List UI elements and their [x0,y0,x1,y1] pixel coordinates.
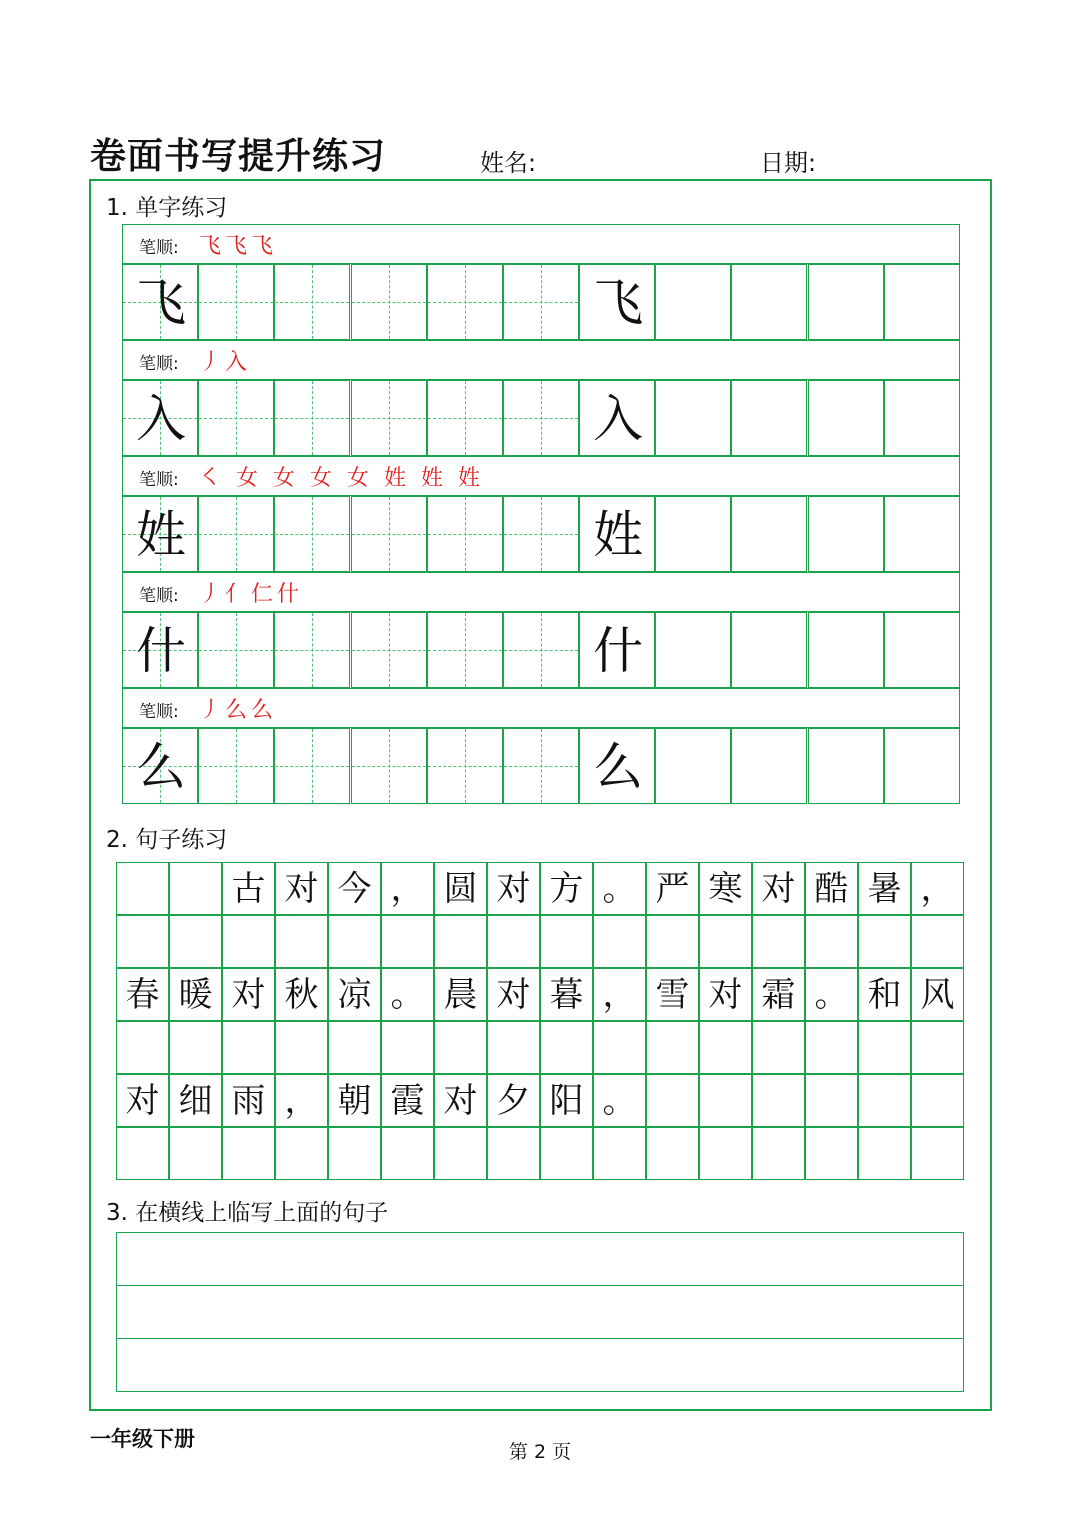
writing-square[interactable] [808,728,884,804]
blank-writing-cell[interactable] [275,1127,328,1180]
writing-square[interactable] [884,380,960,456]
sentence-char-cell[interactable]: 春 [116,968,169,1021]
sentence-char-cell[interactable]: 。 [381,968,434,1021]
writing-square[interactable] [579,264,655,340]
writing-square[interactable] [731,380,807,456]
blank-writing-cell[interactable] [805,1021,858,1074]
writing-square[interactable] [655,496,731,572]
copy-lines-box [116,1232,964,1392]
sentence-char-cell[interactable]: 对 [434,1074,487,1127]
writing-grid-row [122,728,960,804]
tian-grid-square[interactable] [503,264,579,340]
sentence-char-cell[interactable]: 对 [699,968,752,1021]
sentence-char-cell[interactable] [911,1074,964,1127]
writing-square[interactable] [655,612,731,688]
sentence-char-cell[interactable]: 夕 [487,1074,540,1127]
blank-writing-cell[interactable] [328,915,381,968]
model-character: 姓 [136,506,186,564]
section1-title: 1. 单字练习 [106,195,228,221]
tian-grid-square[interactable] [427,264,503,340]
sentence-char-cell[interactable] [116,862,169,915]
tian-grid-square[interactable] [274,612,350,688]
model-character: 什 [593,622,644,680]
writing-square[interactable] [808,496,884,572]
copy-line [117,1338,963,1339]
writing-square[interactable] [808,380,884,456]
model-character: 飞 [593,274,644,332]
writing-square[interactable] [731,496,807,572]
blank-writing-cell[interactable] [699,1021,752,1074]
blank-writing-cell[interactable] [116,1021,169,1074]
writing-square[interactable] [884,264,960,340]
page-number: 第 2 页 [508,1441,572,1463]
tian-grid-square[interactable] [198,612,274,688]
sentence-char-cell[interactable]: 对 [487,862,540,915]
stroke-order-row [122,340,960,380]
tian-grid-square[interactable] [274,380,350,456]
sentence-char-cell[interactable]: 对 [116,1074,169,1127]
tian-grid-square[interactable] [122,380,198,456]
blank-writing-cell[interactable] [169,1127,222,1180]
writing-square[interactable] [579,496,655,572]
sentence-char-cell[interactable] [858,1074,911,1127]
tian-grid-square[interactable] [274,496,350,572]
copy-line [117,1285,963,1286]
sentence-char-cell[interactable]: 对 [275,862,328,915]
writing-square[interactable] [579,612,655,688]
sentence-char-cell[interactable] [699,1074,752,1127]
sentence-char-cell[interactable]: 暮 [540,968,593,1021]
writing-square[interactable] [579,728,655,804]
model-character: 什 [136,622,186,680]
stroke-order-label: 笔顺: [139,470,179,490]
sentence-char-cell[interactable]: 凉 [328,968,381,1021]
writing-square[interactable] [884,496,960,572]
section2-title: 2. 句子练习 [106,827,228,853]
sentence-char-cell[interactable]: 雪 [646,968,699,1021]
sentence-char-cell[interactable]: 阳 [540,1074,593,1127]
tian-grid-square[interactable] [351,728,427,804]
blank-writing-cell[interactable] [328,1021,381,1074]
sentence-char-cell[interactable]: 今 [328,862,381,915]
sentence-char-cell[interactable]: 暖 [169,968,222,1021]
name-label: 姓名: [480,149,537,177]
writing-square[interactable] [655,264,731,340]
blank-writing-cell[interactable] [858,915,911,968]
tian-grid-square[interactable] [198,728,274,804]
model-character: 飞 [136,274,186,332]
stroke-order-sequence: ㇛ 女 女 女 女 姓 姓 姓 [199,466,484,491]
sentence-char-cell[interactable]: 方 [540,862,593,915]
writing-square[interactable] [884,728,960,804]
sentence-char-cell[interactable] [805,1074,858,1127]
sentence-char-cell[interactable] [752,1074,805,1127]
stroke-order-label: 笔顺: [139,702,179,722]
tian-grid-square[interactable] [503,380,579,456]
blank-writing-cell[interactable] [805,1127,858,1180]
model-character: 入 [136,390,186,448]
model-character: 么 [136,738,186,796]
date-label: 日期: [760,149,817,177]
model-character: 姓 [593,506,644,564]
sentence-char-cell[interactable]: 寒 [699,862,752,915]
tian-grid-square[interactable] [427,728,503,804]
sentence-char-cell[interactable]: 朝 [328,1074,381,1127]
sentence-char-cell[interactable]: 秋 [275,968,328,1021]
blank-writing-cell[interactable] [646,1021,699,1074]
blank-writing-cell[interactable] [434,1021,487,1074]
stroke-order-sequence: 丿么么 [199,698,278,723]
sentence-char-cell[interactable]: 和 [858,968,911,1021]
section3-title: 3. 在横线上临写上面的句子 [106,1200,389,1226]
writing-square[interactable] [731,264,807,340]
tian-grid-square[interactable] [274,264,350,340]
stroke-order-sequence: 飞飞飞 [199,234,278,259]
tian-grid-square[interactable] [351,264,427,340]
blank-writing-cell[interactable] [699,915,752,968]
blank-writing-cell[interactable] [699,1127,752,1180]
sentence-char-cell[interactable]: 晨 [434,968,487,1021]
blank-writing-cell[interactable] [434,915,487,968]
stroke-order-row [122,688,960,728]
tian-grid-square[interactable] [122,728,198,804]
blank-writing-cell[interactable] [752,915,805,968]
writing-grid-row [122,612,960,688]
blank-writing-cell[interactable] [646,1127,699,1180]
tian-grid-square[interactable] [351,612,427,688]
blank-writing-cell[interactable] [487,915,540,968]
blank-writing-cell[interactable] [169,1021,222,1074]
blank-writing-cell[interactable] [911,1021,964,1074]
sentence-char-cell[interactable]: 细 [169,1074,222,1127]
sentence-char-cell[interactable]: 圆 [434,862,487,915]
sentence-char-cell[interactable]: 严 [646,862,699,915]
sentence-char-cell[interactable]: ， [381,862,434,915]
sentence-char-cell[interactable]: 酷 [805,862,858,915]
writing-square[interactable] [655,728,731,804]
blank-writing-cell[interactable] [540,915,593,968]
blank-writing-cell[interactable] [858,1127,911,1180]
blank-writing-cell[interactable] [593,1127,646,1180]
blank-writing-cell[interactable] [911,1127,964,1180]
blank-writing-cell[interactable] [858,1021,911,1074]
tian-grid-square[interactable] [122,612,198,688]
tian-grid-square[interactable] [198,264,274,340]
writing-square[interactable] [808,612,884,688]
blank-writing-cell[interactable] [540,1127,593,1180]
blank-writing-cell[interactable] [752,1021,805,1074]
blank-writing-cell[interactable] [434,1127,487,1180]
blank-writing-cell[interactable] [328,1127,381,1180]
sentence-char-cell[interactable]: 霞 [381,1074,434,1127]
blank-writing-cell[interactable] [381,1127,434,1180]
blank-writing-cell[interactable] [116,1127,169,1180]
stroke-order-sequence: 丿亻仁什 [199,582,304,607]
sentence-char-cell[interactable]: 古 [222,862,275,915]
sentence-char-cell[interactable]: ， [593,968,646,1021]
writing-grid-row [122,264,960,340]
tian-grid-square[interactable] [503,496,579,572]
sentence-char-cell[interactable]: 。 [593,1074,646,1127]
tian-grid-square[interactable] [198,380,274,456]
blank-writing-cell[interactable] [752,1127,805,1180]
blank-writing-cell[interactable] [275,915,328,968]
blank-writing-cell[interactable] [381,915,434,968]
tian-grid-square[interactable] [198,496,274,572]
tian-grid-square[interactable] [427,612,503,688]
stroke-order-label: 笔顺: [139,238,179,258]
blank-writing-cell[interactable] [593,1021,646,1074]
sentence-char-cell[interactable] [169,862,222,915]
writing-grid-row [122,496,960,572]
blank-writing-cell[interactable] [222,1127,275,1180]
stroke-order-label: 笔顺: [139,586,179,606]
blank-writing-cell[interactable] [381,1021,434,1074]
writing-square[interactable] [731,612,807,688]
blank-writing-cell[interactable] [222,915,275,968]
sentence-char-cell[interactable]: 霜 [752,968,805,1021]
stroke-order-row [122,224,960,264]
tian-grid-square[interactable] [427,496,503,572]
tian-grid-square[interactable] [427,380,503,456]
tian-grid-square[interactable] [503,728,579,804]
sentence-char-cell[interactable]: 雨 [222,1074,275,1127]
blank-writing-cell[interactable] [805,915,858,968]
stroke-order-row [122,456,960,496]
blank-writing-cell[interactable] [911,915,964,968]
sentence-char-cell[interactable]: 。 [805,968,858,1021]
blank-writing-cell[interactable] [222,1021,275,1074]
writing-grid-row [122,380,960,456]
sentence-char-cell[interactable]: 对 [487,968,540,1021]
model-character: 么 [593,738,644,796]
sentence-char-cell[interactable]: 对 [222,968,275,1021]
tian-grid-square[interactable] [274,728,350,804]
sentence-char-cell[interactable]: 风 [911,968,964,1021]
model-character: 入 [593,390,644,448]
writing-square[interactable] [579,380,655,456]
tian-grid-square[interactable] [503,612,579,688]
blank-writing-cell[interactable] [487,1127,540,1180]
sentence-char-cell[interactable]: ， [911,862,964,915]
sentence-char-cell[interactable]: ， [275,1074,328,1127]
sentence-char-cell[interactable]: 对 [752,862,805,915]
tian-grid-square[interactable] [122,496,198,572]
writing-square[interactable] [884,612,960,688]
writing-square[interactable] [808,264,884,340]
sentence-char-cell[interactable] [646,1074,699,1127]
sentence-char-cell[interactable]: 暑 [858,862,911,915]
sentence-grid [116,862,964,1180]
stroke-order-sequence: 丿入 [199,350,252,375]
tian-grid-square[interactable] [122,264,198,340]
tian-grid-square[interactable] [351,496,427,572]
writing-square[interactable] [731,728,807,804]
sentence-char-cell[interactable]: 。 [593,862,646,915]
writing-square[interactable] [655,380,731,456]
blank-writing-cell[interactable] [169,915,222,968]
blank-writing-cell[interactable] [487,1021,540,1074]
blank-writing-cell[interactable] [540,1021,593,1074]
blank-writing-cell[interactable] [593,915,646,968]
stroke-order-row [122,572,960,612]
blank-writing-cell[interactable] [116,915,169,968]
blank-writing-cell[interactable] [646,915,699,968]
stroke-order-label: 笔顺: [139,354,179,374]
blank-writing-cell[interactable] [275,1021,328,1074]
tian-grid-square[interactable] [351,380,427,456]
grade-label: 一年级下册 [90,1427,195,1451]
page-title: 卷面书写提升练习 [90,136,387,177]
